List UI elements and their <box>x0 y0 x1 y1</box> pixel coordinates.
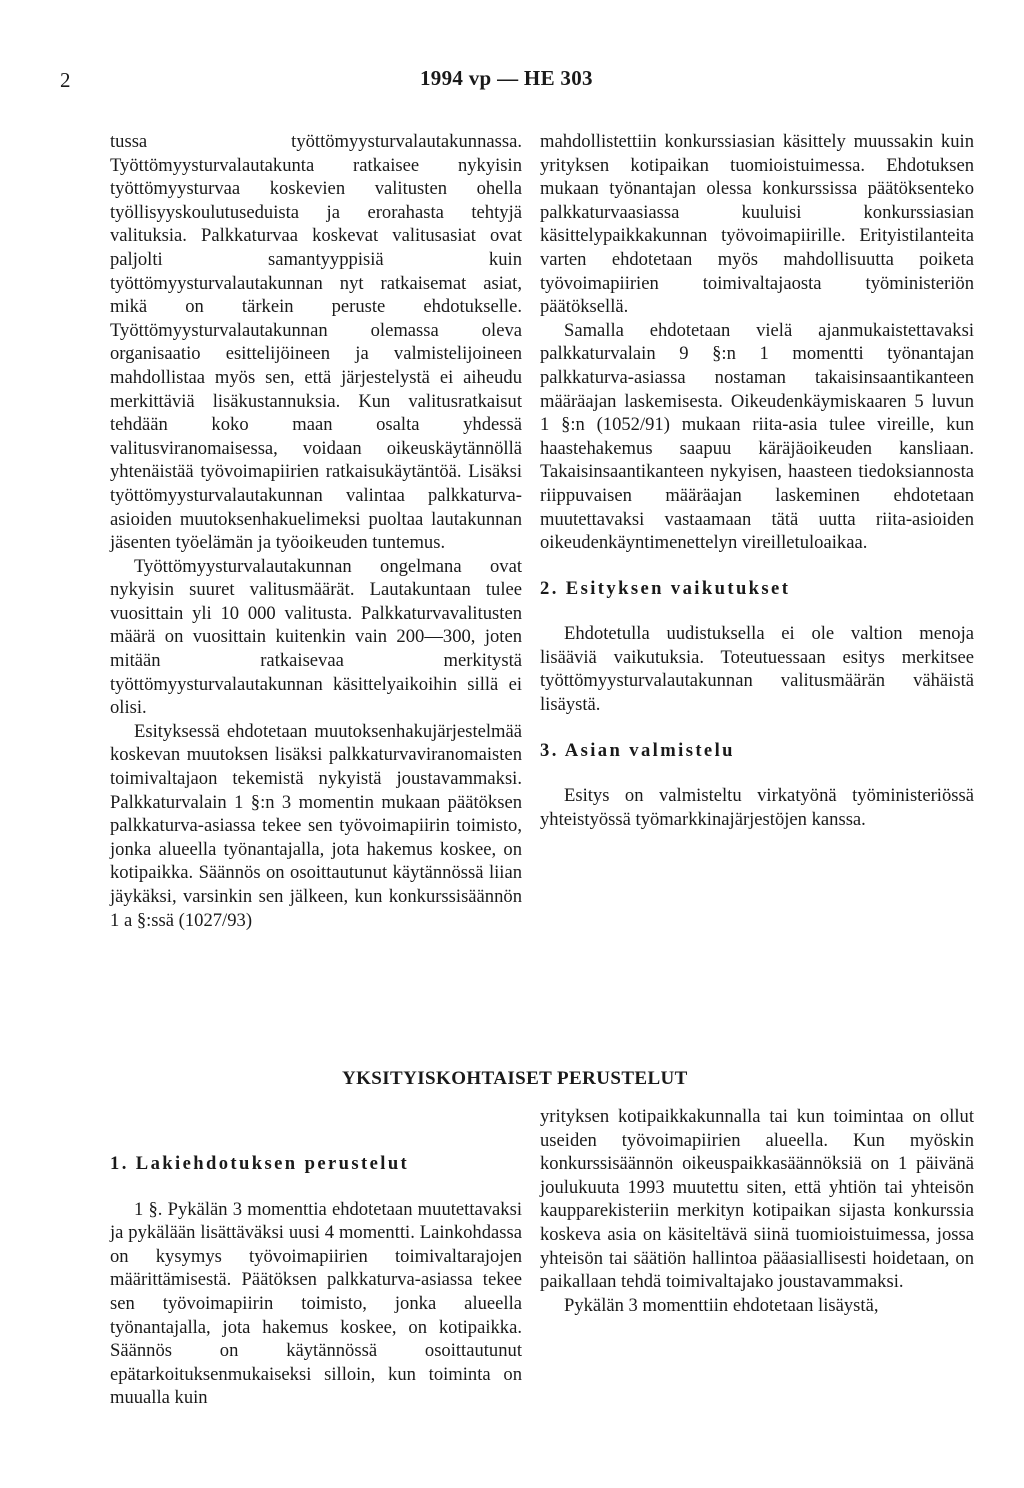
page-number: 2 <box>60 68 71 92</box>
paragraph: mahdollistettiin konkurssiasian käsittely muussakin kuin yrityksen kotipaikan tuomioistuimessa. Ehdotuksen mukaan työnantajan olessa konkurssissa päätöksenteko palkkaturvaasiassa kuuluisi konkurssiasian käsittelypaikkakunnan työvoimapiirille. Erityistilanteita varten ehdotetaan myös mahdollisuutta poiketa työvoimapiirien toimivaltajaosta työministeriön päätöksellä. <box>540 131 974 318</box>
paragraph: Samalla ehdotetaan vielä ajanmukaistettavaksi palkkaturvalain 9 §:n 1 momentti työnantajan palkkaturva-asiassa nostaman takaisinsaantikanteen määräajan laskemisesta. Oikeudenkäymiskaaren 5 luvun 1 §:n (1052/91) mukaan riita-asia tulee vireille, kun haastehakemus saapuu käräjäoikeuden kansliaan. Takaisinsaantikanteen nykyisen, haasteen tiedoksiannosta riippuvaisen määräajan laskeminen ehdotetaan muutettavaksi vastaamaan tätä uutta riita-asioiden oikeudenkäyntimenettelyn vireilletuloaikaa. <box>540 319 974 554</box>
left-column-top <box>110 130 522 932</box>
paragraph: Pykälän 3 momenttiin ehdotetaan lisäystä, <box>564 1294 879 1316</box>
paragraph: tussa työttömyysturvalautakunnassa. Työttömyysturvalautakunta ratkaisee nykyisin työttömyysturvaa koskevien valitusten ohella työllisyyskoulutuseduista ja erorahasta tehtyjä valituksia. Palkkaturvaa koskevat valitusasiat ovat paljolti samantyyppisiä kuin työttömyysturvalautakunnan nyt ratkaisemat asiat, mikä on tärkein peruste ehdotukselle. Työttömyysturvalautakunnan olemassa oleva organisaatio esittelijöineen ja valmistelijoineen mahdollistaa myös sen, että järjestelystä ei aiheudu merkittäviä lisäkustannuksia. Kun valitusratkaisut tehdään koko maan osalta yhdessä valitusviranomaisessa, voidaan oikeuskäytännöllä yhtenäistää työvoimapiirien ratkaisukäytäntöä. Lisäksi työttömyysturvalautakunnan valintaa palkkaturva-asioiden muutoksenhakuelimeksi puoltaa lautakunnan jäsenten työelämän ja työoikeuden tuntemus. <box>110 131 522 554</box>
section-title: YKSITYISKOHTAISET PERUSTELUT <box>342 1068 688 1089</box>
section-heading-lakiehdotus: 1. Lakiehdotuksen perustelut <box>110 1153 410 1174</box>
left-column-bottom <box>110 1152 522 1410</box>
paragraph: Työttömyysturvalautakunnan ongelmana ovat nykyisin suuret valitusmäärät. Lautakuntaan tulee vuosittain yli 10 000 valitusta. Palkkaturvavalitusten määrä on vuosittain kuitenkin vain 200—300, joten mitään ratkaisevaa merkitystä työttömyysturvalautakunnan käsittelyaikoihin sillä ei olisi. <box>110 555 522 719</box>
paragraph: Esityksessä ehdotetaan muutoksenhakujärjestelmää koskevan muutoksen lisäksi palkkaturvaviranomaisten toimivaltajaon tekemistä nykyistä joustavammaksi. Palkkaturvalain 1 §:n 3 momentin mukaan päätöksen palkkaturva-asiassa tekee sen työvoimapiirin toimisto, jonka alueella työnantajalla, jota hakemus koskee, on kotipaikka. Säännös on osoittautunut käytännössä liian jäykäksi, varsinkin sen jälkeen, kun konkurssisäännön 1 a §:ssä (1027/93) <box>110 720 522 931</box>
right-column-top <box>540 130 974 831</box>
paragraph: yrityksen kotipaikkakunnalla tai kun toimintaa on ollut useiden työvoimapiirien alueella. Kun myöskin konkurssisäännön oikeuspaikkasäännöksiä on 1 päivänä joulukuuta 1993 muutettu siten, että yhtiön tai yhteisön kaupparekisteriin merkityn kotipaikan sijasta konkurssia koskeva asia on käsiteltävä siinä tuomioistuimessa, jossa yhteisön tai säätiön hallintoa pääasiallisesti hoidetaan, on paikallaan tehdä toimivaltajako joustavammaksi. <box>540 1106 974 1293</box>
paragraph: Esitys on valmisteltu virkatyönä työministeriössä yhteistyössä työmarkkinajärjestöjen kanssa. <box>540 785 974 830</box>
paragraph: 1 §. Pykälän 3 momenttia ehdotetaan muutettavaksi ja pykälään lisättäväksi uusi 4 momentti. Lainkohdassa on kysymys työvoimapiirien toimivaltarajojen määrittämisestä. Päätöksen palkkaturva-asiassa tekee sen työvoimapiirin toimisto, jonka alueella työnantajalla, jota hakemus koskee, on kotipaikka. Säännös on käytännössä osoittautunut epätarkoituksenmukaiseksi silloin, kun toiminta on muualla kuin <box>110 1198 522 1409</box>
section-heading-vaikutukset: 2. Esityksen vaikutukset <box>540 577 791 599</box>
right-column-bottom <box>540 1105 974 1317</box>
section-heading-valmistelu: 3. Asian valmistelu <box>540 739 735 761</box>
paragraph: Ehdotetulla uudistuksella ei ole valtion menoja lisääviä vaikutuksia. Toteutuessaan esitys merkitsee työttömyysturvalautakunnan valitusmäärän vähäistä lisäystä. <box>540 623 974 716</box>
running-head: 1994 vp — HE 303 <box>420 66 593 90</box>
